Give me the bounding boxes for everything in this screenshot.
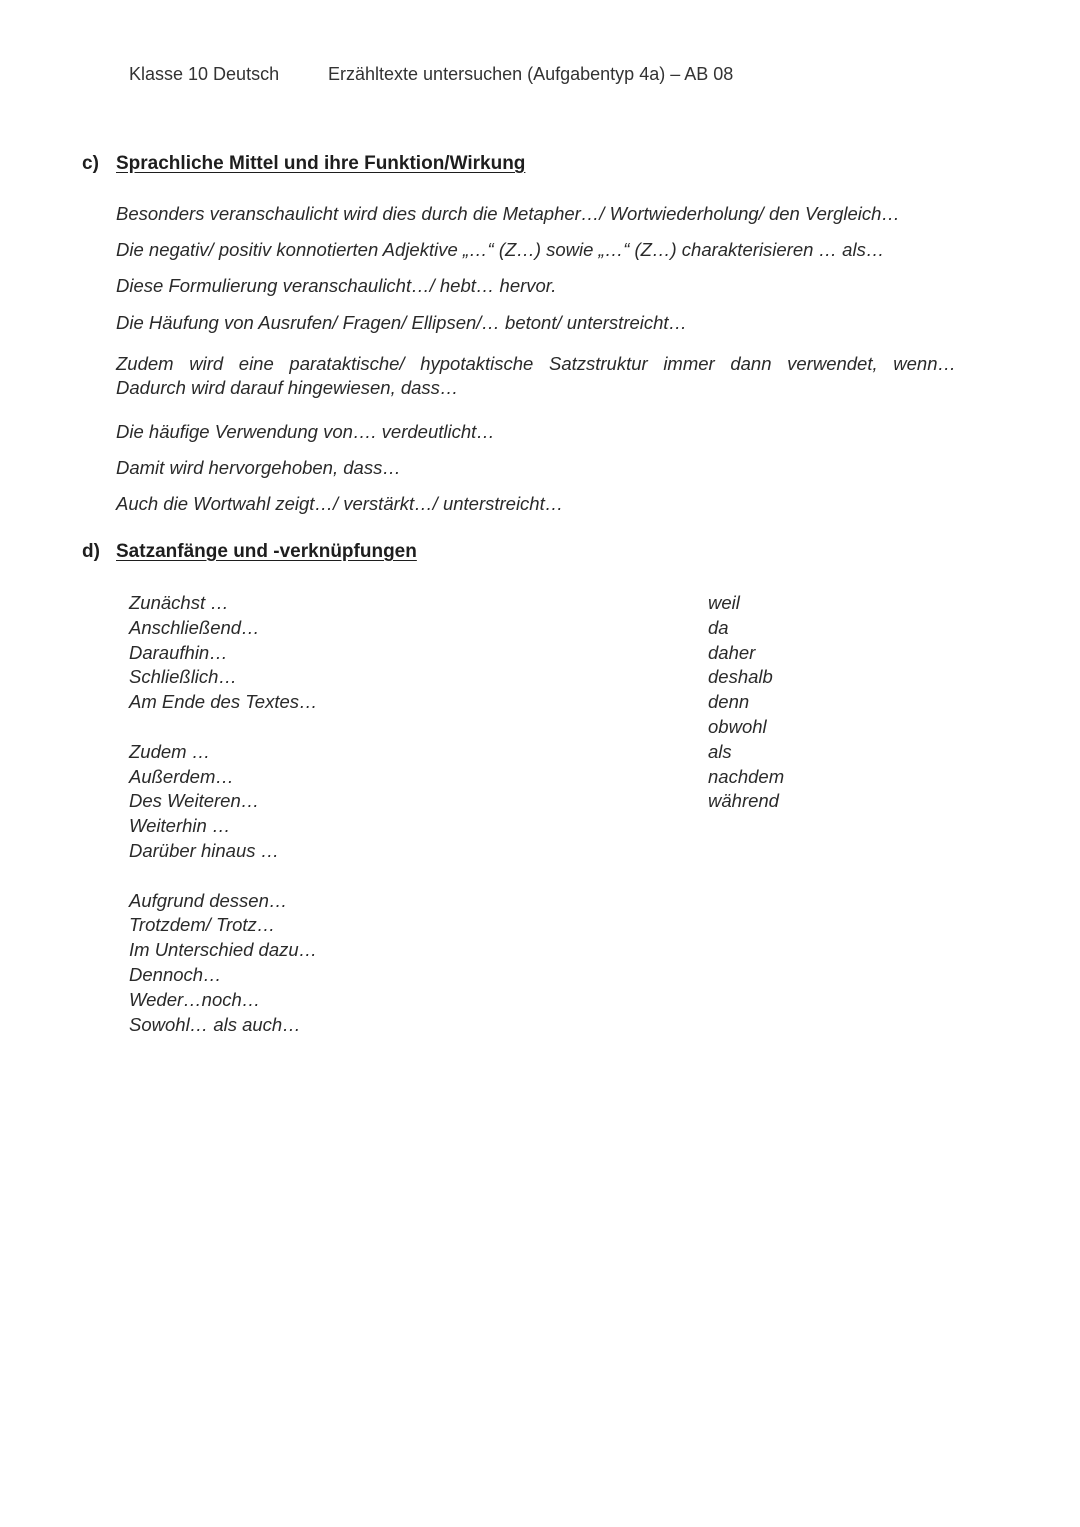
list-item: Darüber hinaus … <box>129 839 280 861</box>
section-c-letter: c) <box>82 153 99 174</box>
phrase-item: Auch die Wortwahl zeigt…/ verstärkt…/ unterstreicht… <box>116 493 564 514</box>
list-item: Trotzdem/ Trotz… <box>129 914 276 936</box>
list-item: denn <box>708 691 750 713</box>
phrase-line: Dadurch wird darauf hingewiesen, dass… <box>116 377 459 398</box>
phrase-item: Damit wird hervorgehoben, dass… <box>116 457 401 478</box>
list-item: Zudem … <box>129 740 211 762</box>
course-label: Klasse 10 Deutsch <box>129 64 280 84</box>
list-item: Des Weiteren… <box>129 790 260 812</box>
list-item: weil <box>708 592 740 613</box>
list-item: Weder…noch… <box>129 988 261 1010</box>
list-item: Anschließend… <box>129 616 260 638</box>
page-header <box>129 64 733 85</box>
section-d-title: Satzanfänge und -verknüpfungen <box>116 541 417 562</box>
phrase-line: Zudem wird eine parataktische/ hypotaktische Satzstruktur immer dann verwendet, wenn… <box>116 353 956 374</box>
list-item: Im Unterschied dazu… <box>129 939 318 961</box>
list-item: Sowohl… als auch… <box>129 1013 301 1035</box>
section-d-letter: d) <box>82 541 100 562</box>
list-item: als <box>708 740 732 762</box>
phrase-item: Die häufige Verwendung von…. verdeutlicht… <box>116 421 495 442</box>
phrase-item-multiline <box>116 352 956 400</box>
list-item: während <box>708 790 779 812</box>
list-item: Daraufhin… <box>129 641 228 663</box>
list-item: Weiterhin … <box>129 815 231 837</box>
list-item: Am Ende des Textes… <box>129 691 318 713</box>
list-item: Dennoch… <box>129 963 222 985</box>
group-spacer <box>129 715 318 740</box>
list-item: obwohl <box>708 715 767 737</box>
section-c-heading <box>82 153 525 175</box>
group-spacer <box>129 864 318 889</box>
list-item: Außerdem… <box>129 765 234 787</box>
section-c-title: Sprachliche Mittel und ihre Funktion/Wirkung <box>116 153 526 174</box>
worksheet-title: Erzähltexte untersuchen (Aufgabentyp 4a) – AB 08 <box>328 64 734 84</box>
phrase-item: Die Häufung von Ausrufen/ Fragen/ Ellipsen/… betont/ unterstreicht… <box>116 312 688 333</box>
list-item: Schließlich… <box>129 666 237 688</box>
phrase-item: Besonders veranschaulicht wird dies durch die Metapher…/ Wortwiederholung/ den Vergleich… <box>116 203 900 224</box>
list-item: daher <box>708 641 756 663</box>
section-d-heading <box>82 541 417 563</box>
phrase-item: Die negativ/ positiv konnotierten Adjektive „…“ (Z…) sowie „…“ (Z…) charakterisieren … als… <box>116 239 885 260</box>
sentence-starters-column <box>129 591 318 1037</box>
list-item: Aufgrund dessen… <box>129 889 288 911</box>
list-item: nachdem <box>708 765 785 787</box>
phrase-item: Diese Formulierung veranschaulicht…/ hebt… hervor. <box>116 275 557 296</box>
list-item: deshalb <box>708 666 773 688</box>
list-item: da <box>708 616 729 638</box>
conjunctions-column <box>708 591 784 814</box>
list-item: Zunächst … <box>129 592 229 613</box>
